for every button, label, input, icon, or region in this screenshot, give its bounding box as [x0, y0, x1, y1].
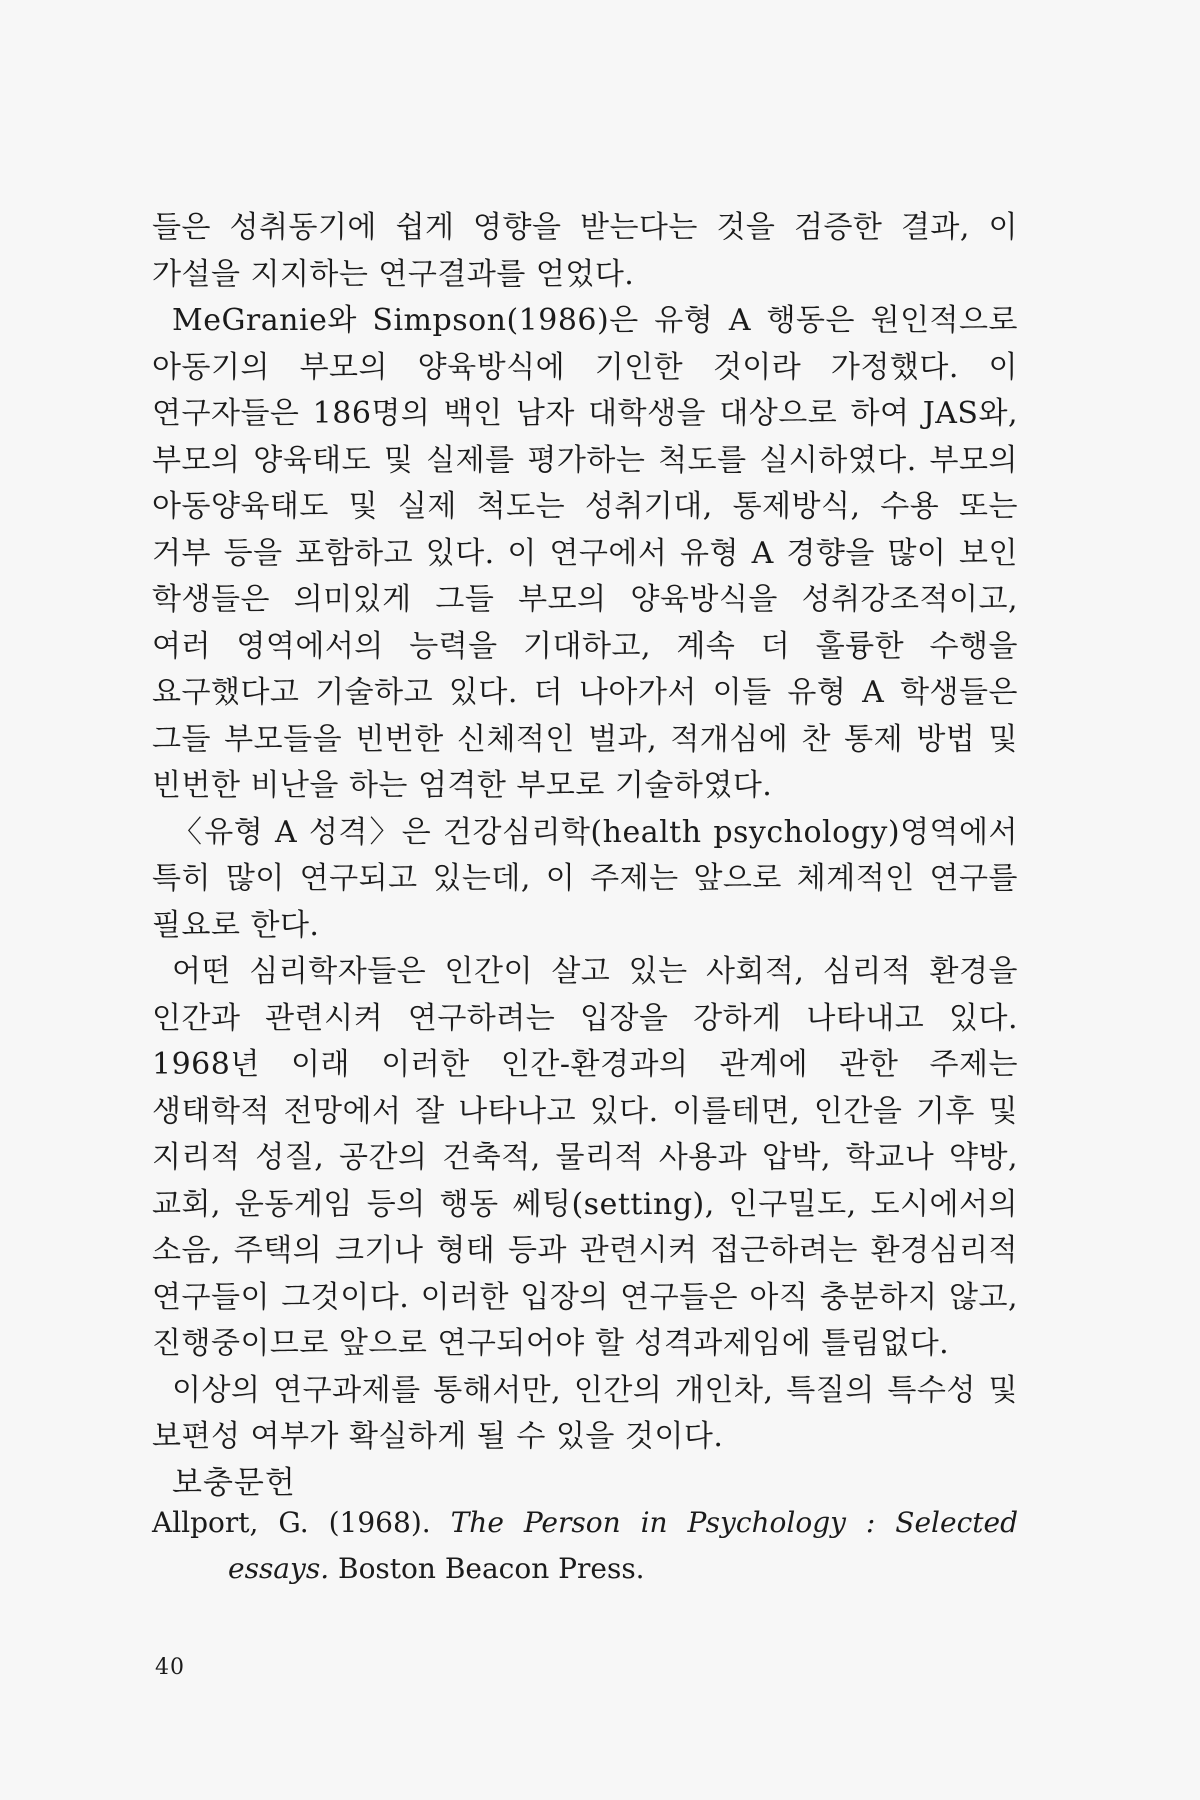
paragraph-2: MeGranie와 Simpson(1986)은 유형 A 행동은 원인적으로 아동기의 부모의 양육방식에 기인한 것이라 가정했다. 이 연구자들은 186명의 백인 남자 대학생을 대상으로 하여 JAS와, 부모의 양육태도 및 실제를 평가하는 척도를 실시하였다. 부모의 아동양육태도 및 실제 척도는 성취기대, 통제방식, 수용 또는 거부 등을 포함하고 있다. 이 연구에서 유형 A 경향을 많이 보인 학생들은 의미있게 그들 부모의 양육방식을 성취강조적이고, 여러 영역에서의 능력을 기대하고, 계속 더 훌륭한 수행을 요구했다고 기술하고 있다. 더 나아가서 이들 유형 A 학생들은 그들 부모들을 빈번한 신체적인 벌과, 적개심에 찬 통제 방법 및 빈번한 비난을 하는 엄격한 부모로 기술하였다.: [152, 303, 1018, 803]
paragraph-5: 이상의 연구과제를 통해서만, 인간의 개인차, 특질의 특수성 및 보편성 여부가 확실하게 될 수 있을 것이다.: [152, 1372, 1018, 1454]
references-heading: 보충문헌: [172, 1465, 296, 1501]
reference-publisher: Boston Beacon Press.: [329, 1552, 645, 1585]
paragraph-3: 〈유형 A 성격〉은 건강심리학(health psychology)영역에서 특히 많이 연구되고 있는데, 이 주제는 앞으로 체계적인 연구를 필요로 한다.: [152, 814, 1018, 943]
reference-title: The Person in Psychology : Selected essays.: [228, 1506, 1018, 1585]
reference-entry: [152, 1500, 1018, 1592]
reference-author-year: Allport, G. (1968).: [152, 1506, 451, 1539]
body-text: [152, 205, 1018, 1461]
paragraph-4: 어떤 심리학자들은 인간이 살고 있는 사회적, 심리적 환경을 인간과 관련시켜 연구하려는 입장을 강하게 나타내고 있다. 1968년 이래 이러한 인간-환경과의 관계에 관한 주제는 생태학적 전망에서 잘 나타나고 있다. 이를테면, 인간을 기후 및 지리적 성질, 공간의 건축적, 물리적 사용과 압박, 학교나 약방, 교회, 운동게임 등의 행동 쎄팅(setting), 인구밀도, 도시에서의 소음, 주택의 크기나 형태 등과 관련시켜 접근하려는 환경심리적 연구들이 그것이다. 이러한 입장의 연구들은 아직 충분하지 않고, 진행중이므로 앞으로 연구되어야 할 성격과제임에 틀림없다.: [152, 954, 1018, 1361]
paragraph-1: 들은 성취동기에 쉽게 영향을 받는다는 것을 검증한 결과, 이 가설을 지지하는 연구결과를 얻었다.: [152, 210, 1018, 292]
page-number: 40: [155, 1655, 185, 1680]
